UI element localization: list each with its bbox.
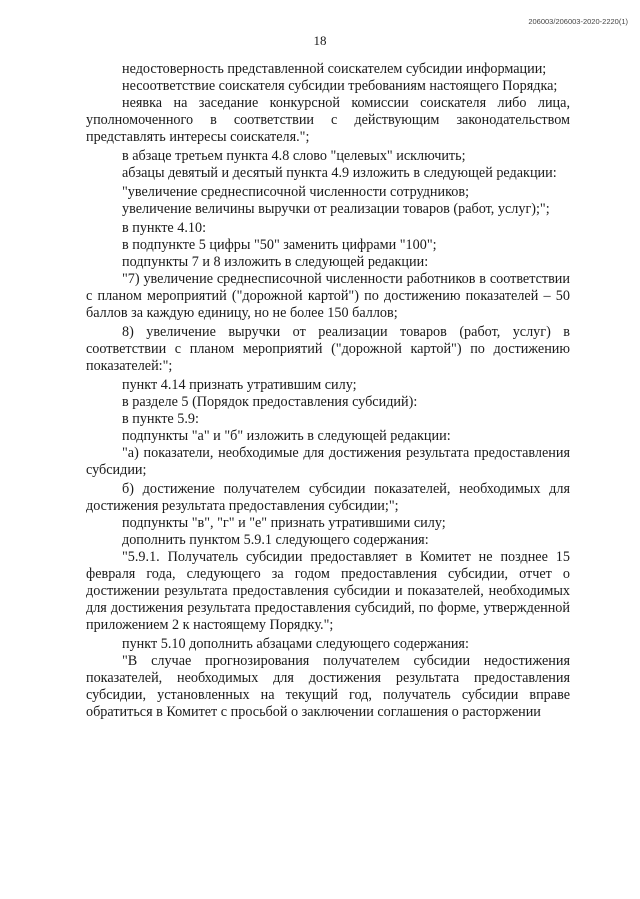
paragraph: в подпункте 5 цифры "50" заменить цифрами "100"; [122,237,437,253]
paragraph: дополнить пунктом 5.9.1 следующего содержания: [122,532,429,548]
paragraph: несоответствие соискателя субсидии требованиям настоящего Порядка; [122,78,558,94]
page-number: 18 [313,33,327,48]
paragraph: "а) показатели, необходимые для достижения результата предоставления субсидии; [86,445,570,478]
paragraph: недостоверность представленной соискателем субсидии информации; [122,61,547,77]
paragraph: подпункты 7 и 8 изложить в следующей редакции: [122,254,429,270]
paragraph: подпункты "в", "г" и "е" признать утратившими силу; [122,515,446,531]
paragraph: неявка на заседание конкурсной комиссии соискателя либо лица, уполномоченного в соответствии с действующим законодательством представлять интересы соискателя."; [86,95,570,145]
paragraph: 8) увеличение выручки от реализации товаров (работ, услуг) в соответствии с планом мероприятий ("дорожной картой") по достижению показателей:"; [86,324,570,374]
document-id: 206003/206003-2020-2220(1) [528,17,628,26]
paragraph: в абзаце третьем пункта 4.8 слово "целевых" исключить; [122,148,466,164]
paragraph: увеличение величины выручки от реализации товаров (работ, услуг);"; [122,201,550,217]
paragraph: "7) увеличение среднесписочной численности работников в соответствии с планом мероприятий ("дорожной картой") по достижению показателей – 50 баллов за каждую единицу, но не более 150 баллов; [86,271,570,321]
paragraph: пункт 4.14 признать утратившим силу; [122,377,357,393]
document-body [86,61,570,721]
paragraph: в пункте 5.9: [122,411,199,427]
paragraph: б) достижение получателем субсидии показателей, необходимых для достижения результата предоставления субсидии;"; [86,481,570,514]
paragraph: в пункте 4.10: [122,220,207,236]
paragraph: "5.9.1. Получатель субсидии предоставляет в Комитет не позднее 15 февраля года, следующего за годом предоставления субсидии, отчет о достижении результата предоставления субсидии и показателей, необходимых для достижения результата предоставления субсидий, по форме, утвержденной приложением 2 к настоящему Порядку."; [86,549,570,633]
paragraph: подпункты "а" и "б" изложить в следующей редакции: [122,428,451,444]
paragraph: в разделе 5 (Порядок предоставления субсидий): [122,394,418,410]
paragraph: "В случае прогнозирования получателем субсидии недостижения показателей, необходимых для достижения результата предоставления субсидии, установленных на текущий год, получатель субсидии вправе обратиться в Комитет с просьбой о заключении соглашения о расторжении [86,653,570,720]
paragraph: абзацы девятый и десятый пункта 4.9 изложить в следующей редакции: [122,165,557,181]
paragraph: пункт 5.10 дополнить абзацами следующего содержания: [122,636,469,652]
paragraph: "увеличение среднесписочной численности сотрудников; [122,184,470,200]
